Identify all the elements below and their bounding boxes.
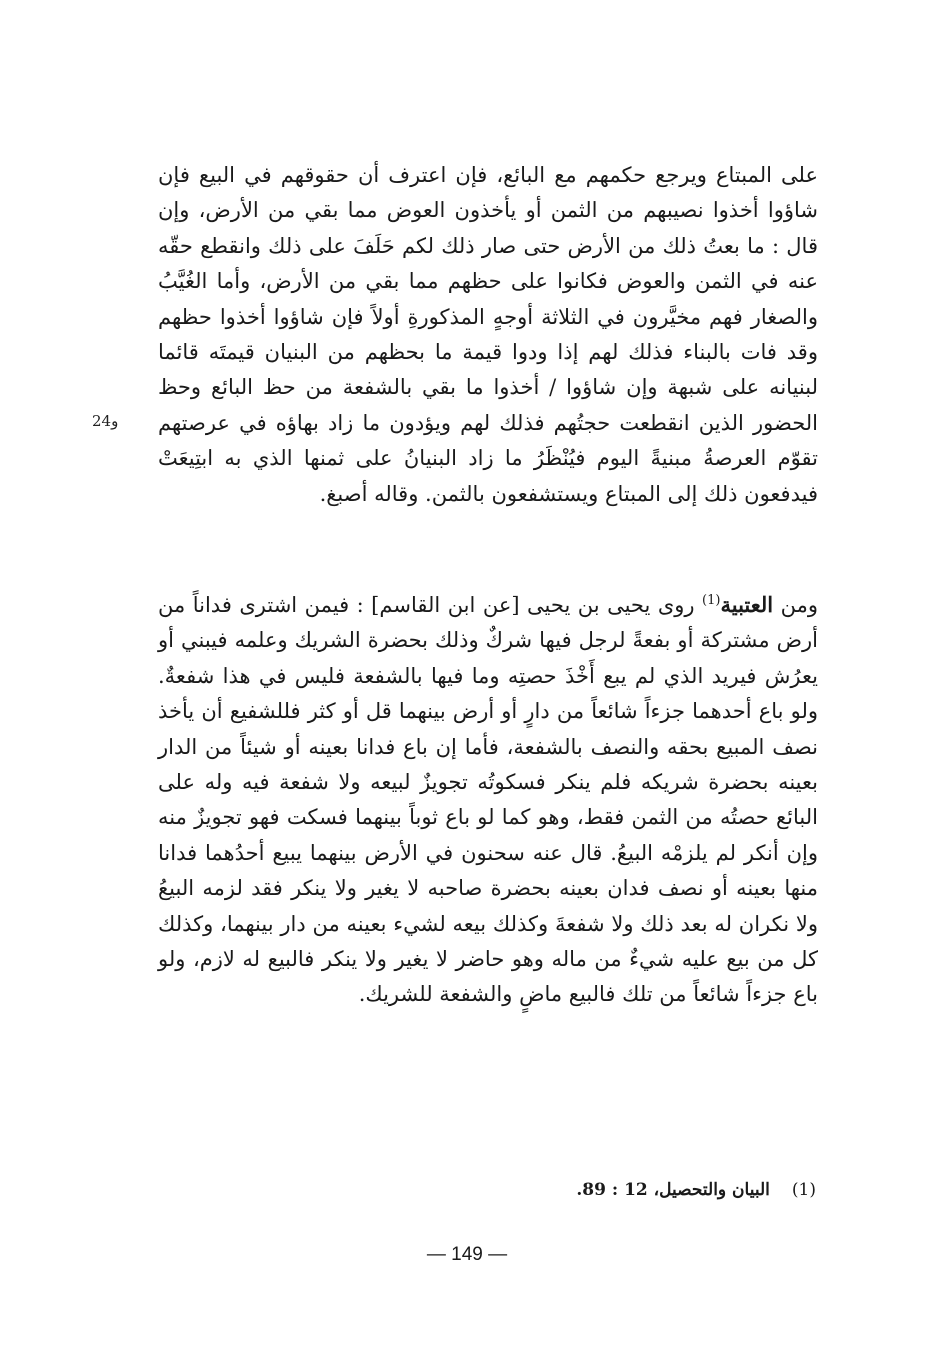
footnote xyxy=(300,1180,816,1200)
paragraph-lead: ومن xyxy=(773,593,818,617)
source-title: العتبية xyxy=(720,592,774,617)
body-paragraph-1: على المبتاع ويرجع حكمهم مع البائع، فإن اعترف أن حقوقهم في البيع فإن شاؤوا أخذوا نصيبهم من الثمن أو يأخذون العوض مما بقي من الأرض، وإن قال : ما بعتُ ذلك من الأرض حتى صار ذلك لكم حَلَفَ على ذلك وانقطع حقّه عنه في الثمن والعوض فكانوا على حظهم مما بقي من الأرض، وأما الغُيَّبُ والصغار فهم مخيَّرون في الثلاثة أوجهٍ المذكورةِ أولاً فإن شاؤوا أخذوا حظهم وقد فات بالبناء فذلك لهم إذا ودوا قيمة ما بحظهم من البنيان قيمتَه قائما لبنيانه على شبهة وإن شاؤوا / أخذوا ما بقي بالشفعة من حظ البائع وحظ الحضور الذين انقطعت حجتُهم فذلك لهم ويؤدون ما زاد بهاؤه في عرصتهم تقوّم العرصةُ مبنيةً اليوم فيُنْظَرُ ما زاد البنيانُ على ثمنها الذي به ابتِيعَتْ فيدفعون ذلك إلى المبتاع ويستشفعون بالثمن. وقاله أصبغ. xyxy=(158,163,818,506)
footnote-text: البيان والتحصيل، 12 : 89. xyxy=(576,1180,770,1200)
footnote-number: (1) xyxy=(791,1180,816,1200)
margin-folio-marker: 24و xyxy=(92,412,119,430)
paragraph-body: روى يحيى بن يحيى [عن ابن القاسم] : فيمن اشترى فداناً من أرض مشتركة أو بفعةً لرجل فيها شركٌ وذلك بحضرة الشريك وعلمه فيبني أو يعرُش فيريد الذي لم يبع أَخْذَ حصتِه وما فيها بالشفعة فليس في هذا شفعةٌ. ولو باع أحدهما جزءاً شائعاً من دارٍ أو أرض بينهما قل أو كثر فللشفيع أن يأخذ نصف المبيع بحقه والنصف بالشفعة، فأما إن باع فدانا بعينه أو شيئاً من الدار بعينه بحضرة شريكه فلم ينكر فسكوتُه تجويزٌ لبيعه ولا شفعة فيه وله على البائع حصتُه من الثمن فقط، وهو كما لو باع ثوباً بينهما فسكت فهو تجويزٌ منه وإن أنكر لم يلزمْه البيعُ. قال عنه سحنون في الأرض بينهما يبيع أحدُهما فدانا منها بعينه أو نصف فدان بعينه بحضرة صاحبه لا يغير ولا ينكر فقد لزمه البيعُ ولا نكران له بعد ذلك ولا شفعةَ وكذلك بيعه لشيء بعينه من دار بينهما، وكذلك كل من بيع عليه شيءٌ من ماله وهو حاضر لا يغير ولا ينكر فالبيع له لازم، ولو باع جزءاً شائعاً من تلك فالبيع ماضٍ والشفعة للشريك. xyxy=(158,593,818,1007)
body-paragraph-2 xyxy=(158,587,818,1013)
page-number: — 149 — xyxy=(426,1244,508,1265)
footnote-reference: (1) xyxy=(702,593,721,608)
